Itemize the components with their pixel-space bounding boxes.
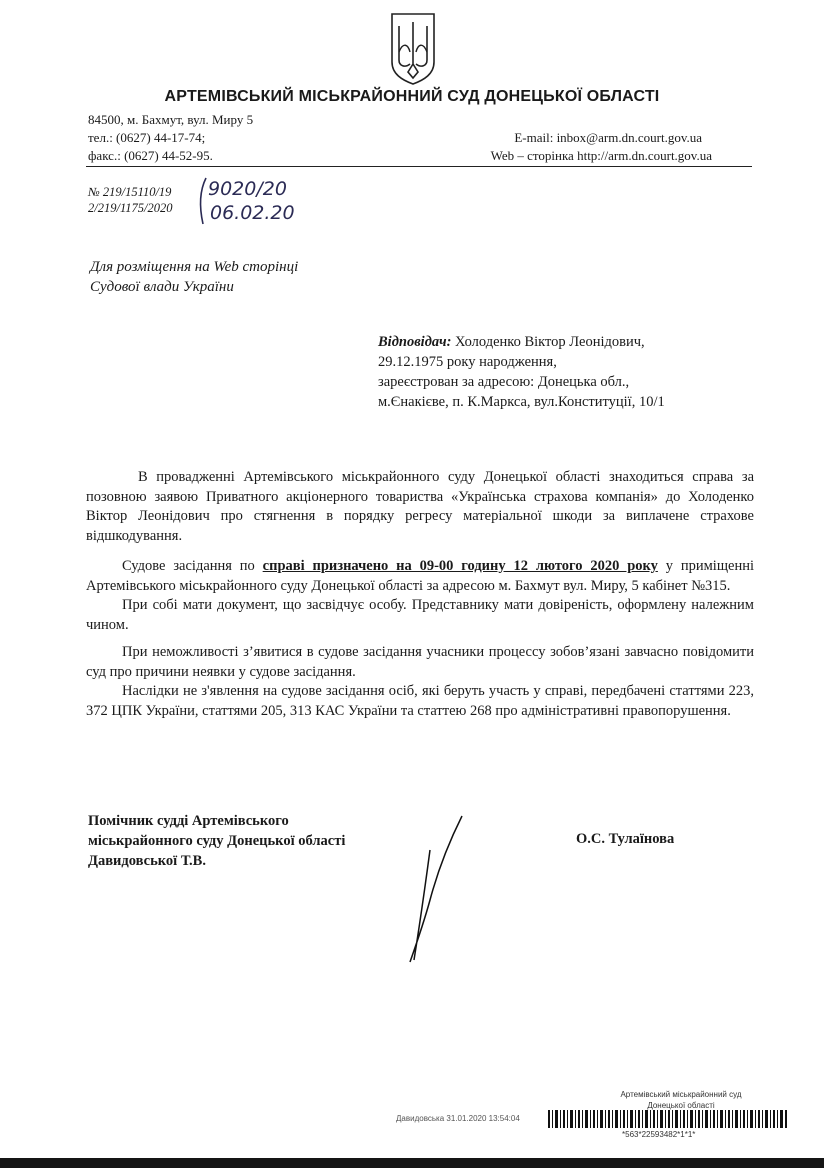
signatory-line-3: Давидовської Т.В. — [88, 853, 206, 869]
web-note-line-1: Для розміщення на Web сторінці — [90, 259, 299, 275]
registry-barcode — [548, 1110, 788, 1128]
hearing-text-end: у приміщенні Артемівського міськрайонного суду Донецької області за адресою м. Бахмут вул. Миру, 5 кабінет №315. — [86, 558, 754, 594]
stamp-court-line-2: Донецької області — [647, 1101, 715, 1110]
court-name: АРТЕМІВСЬКИЙ МІСЬКРАЙОННИЙ СУД ДОНЕЦЬКОЇ ОБЛАСТІ — [164, 88, 660, 105]
body-paragraph-4: При неможливості з’явитися в судове засідання учасники процессу зобов’язані завчасно повідомити суд про причини неявки у судове засідання. — [86, 644, 754, 680]
registry-stamp-meta: Давидовська 31.01.2020 13:54:04 — [396, 1114, 520, 1123]
body-paragraph-3: При собі мати документ, що засвідчує особу. Представнику мати довіреність, оформлену належним чином. — [86, 597, 754, 633]
signer-name: О.С. Тулаїнова — [576, 831, 675, 847]
body-paragraph-1: В провадженні Артемівського міськрайонного суду Донецької області знаходиться справа за позовною заявою Приватного акціонерного товариства «Українська страхова компанія» до Холоденко Віктор Леонідович про стягнення в порядку регресу матеріальної шкоди за виплачене страхове відшкодування. — [86, 469, 754, 544]
registry-stamp-court — [596, 1089, 766, 1111]
handwritten-signature — [400, 810, 470, 970]
respondent-birth: 29.12.1975 року народження, — [378, 354, 557, 370]
header-divider — [86, 166, 752, 167]
signatory-title — [88, 811, 345, 871]
handwritten-date: 06.02.20 — [210, 202, 295, 224]
signatory-line-2: міськрайонного суду Донецької області — [88, 833, 346, 849]
court-email: E-mail: inbox@arm.dn.court.gov.ua — [514, 130, 702, 145]
web-note-line-2: Судової влади України — [90, 279, 234, 295]
handwritten-bracket-mark — [196, 176, 210, 226]
court-phone: тел.: (0627) 44-17-74; — [88, 130, 206, 145]
stamp-court-line-1: Артемівський міськрайонний суд — [620, 1090, 742, 1099]
coat-of-arms-emblem — [388, 12, 438, 86]
respondent-label: Відповідач: — [378, 334, 452, 350]
notice-body — [86, 468, 754, 721]
case-reference — [88, 184, 173, 216]
hearing-date-highlight: справі призначено на 09-00 годину 12 лютого 2020 року — [262, 558, 658, 574]
handwritten-outgoing-number: 9020/20 — [208, 178, 287, 200]
respondent-name: Холоденко Віктор Леонідович, — [455, 334, 645, 350]
court-address: 84500, м. Бахмут, вул. Миру 5 — [88, 112, 254, 127]
respondent-registered: зареєстрован за адресою: Донецька обл., — [378, 374, 630, 390]
registry-barcode-code: *563*22593482*1*1* — [622, 1130, 696, 1139]
hearing-text-start: Судове засідання по — [122, 558, 263, 574]
court-fax: факс.: (0627) 44-52-95. — [88, 148, 213, 163]
proceeding-number: 2/219/1175/2020 — [88, 201, 173, 215]
web-placement-note — [90, 257, 298, 297]
respondent-address: м.Єнакієве, п. К.Маркса, вул.Конституції, 10/1 — [378, 394, 665, 410]
signatory-line-1: Помічник судді Артемівського — [88, 813, 289, 829]
body-paragraph-5: Наслідки не з'явлення на судове засідання осіб, які беруть участь у справі, передбачені статтями 223, 372 ЦПК України, статтями 205, 313 КАС України та статтею 268 про адміністративні правопорушення. — [86, 683, 754, 719]
scan-edge — [0, 1158, 824, 1168]
respondent-block — [378, 332, 665, 412]
case-number: № 219/15110/19 — [88, 185, 172, 199]
court-website: Web – сторінка http://arm.dn.court.gov.ua — [490, 148, 712, 163]
body-paragraph-2 — [86, 557, 754, 596]
